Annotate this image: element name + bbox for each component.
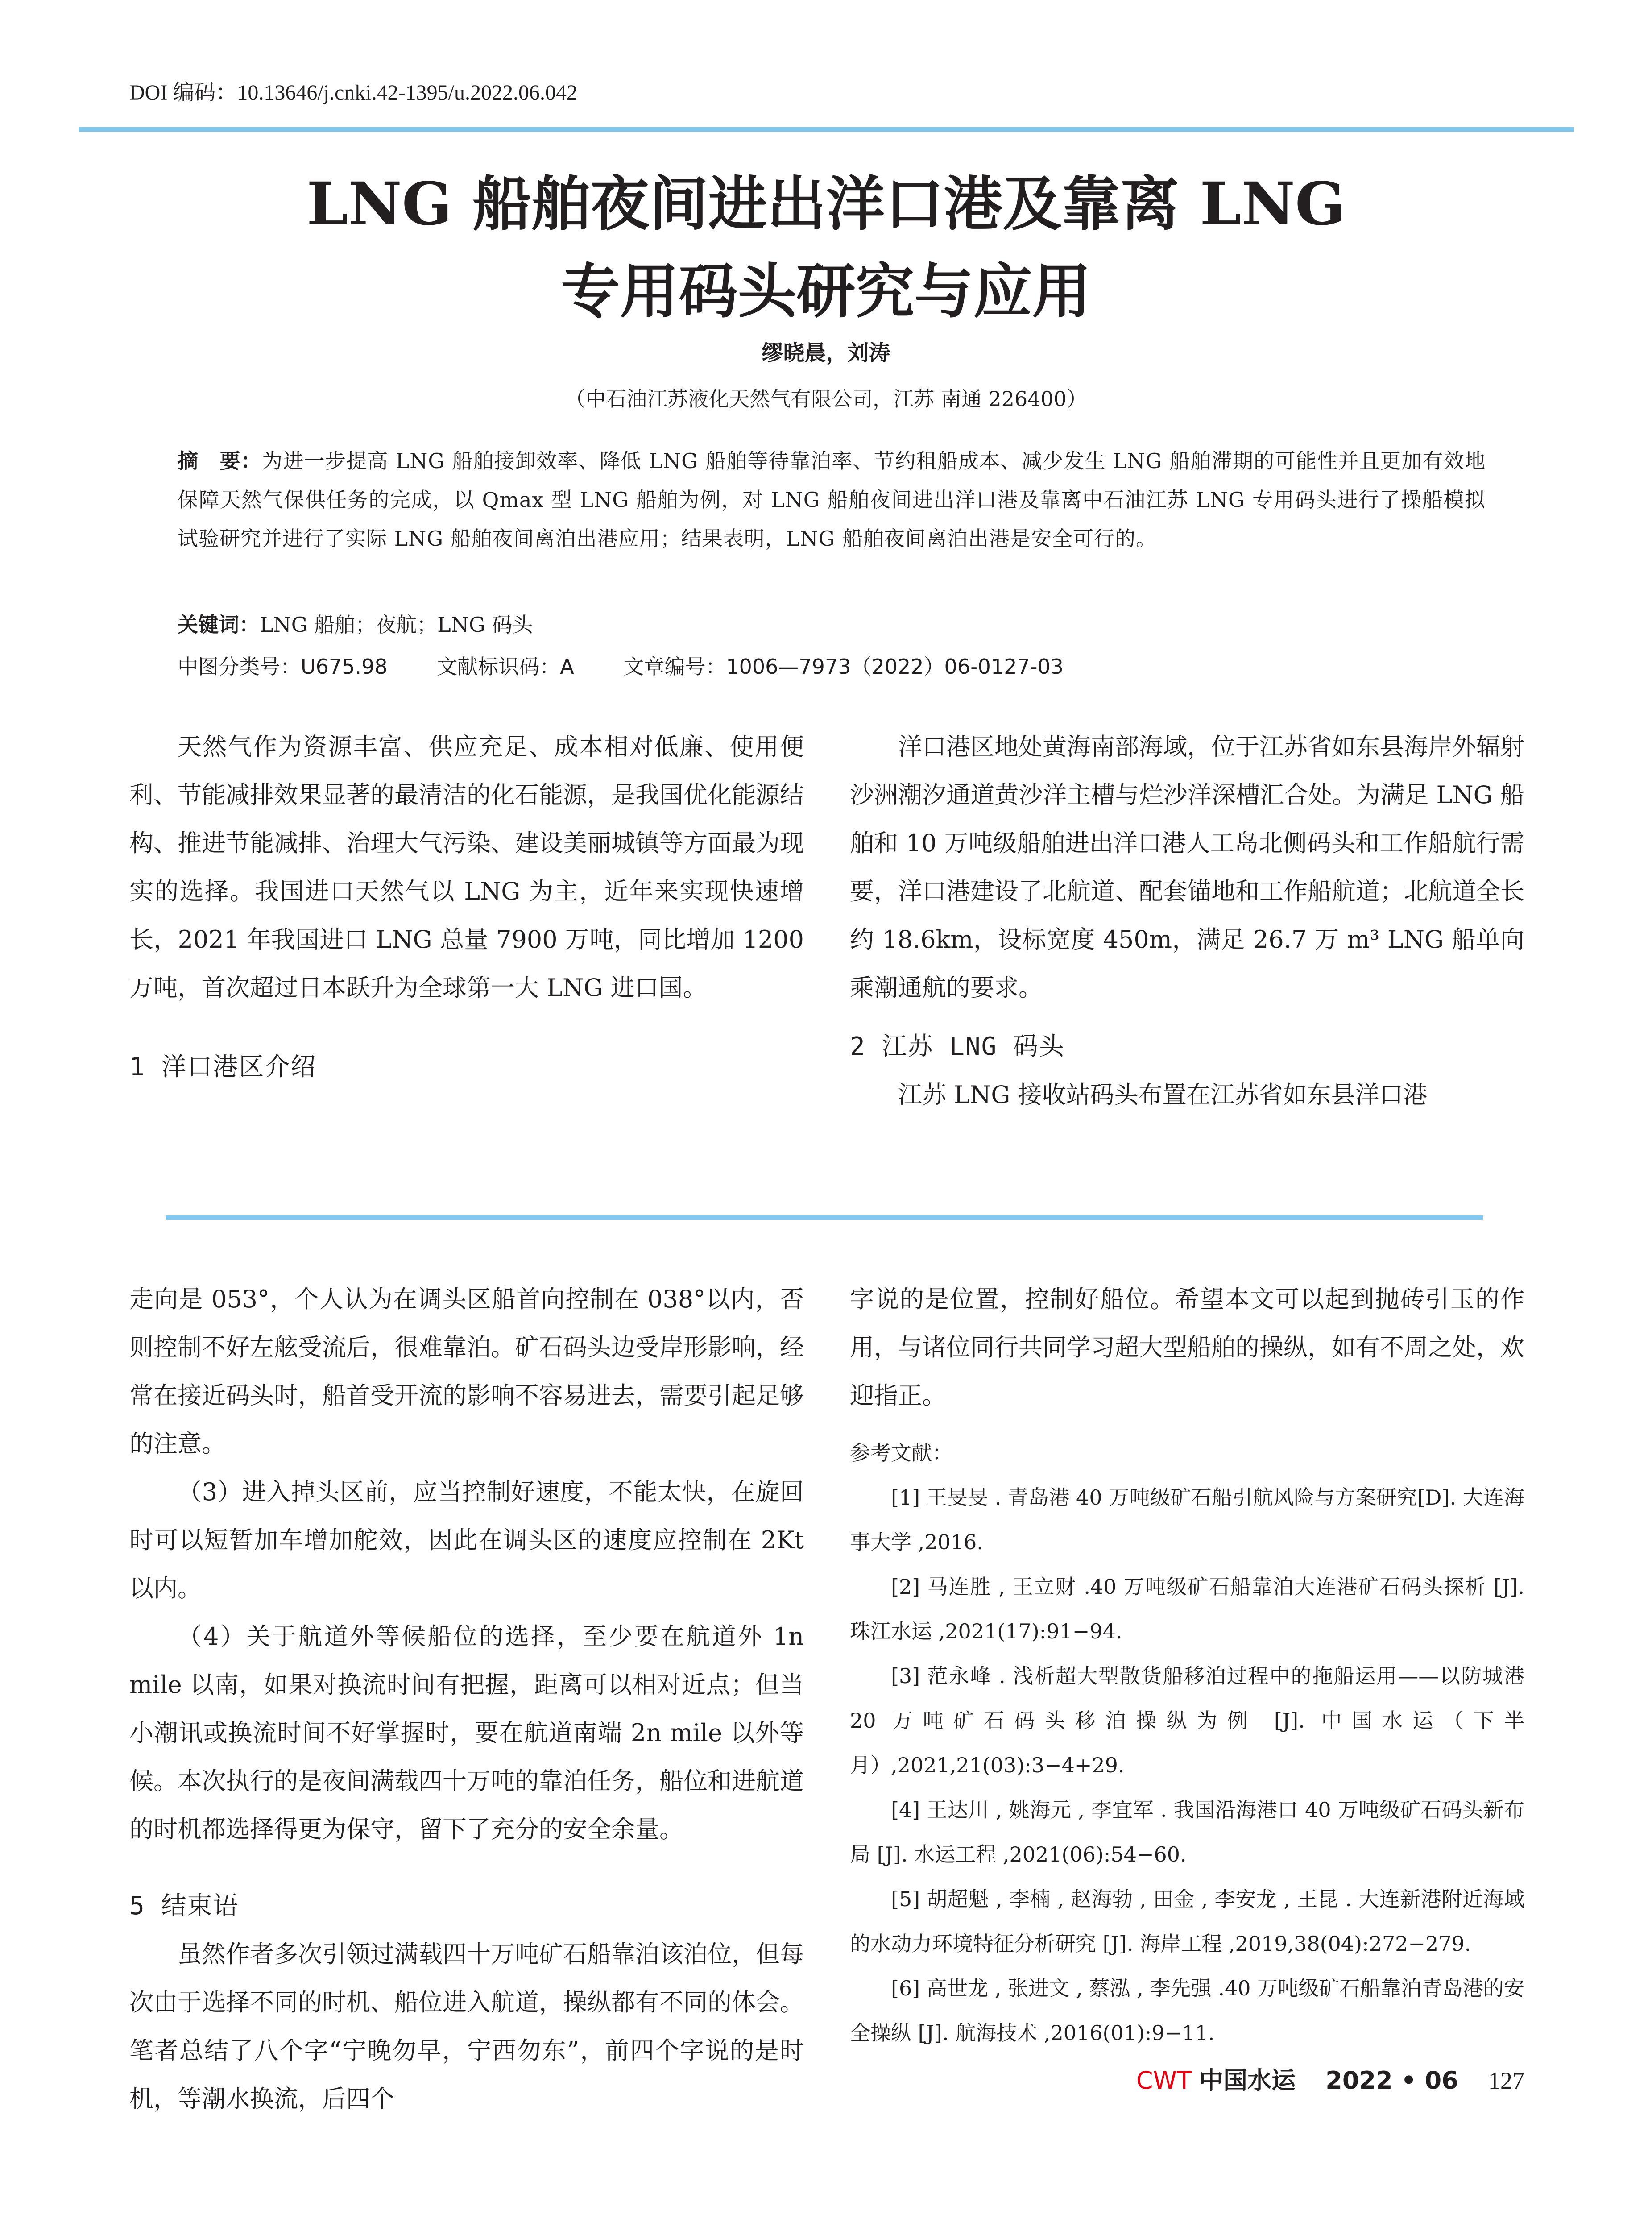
abstract-label: 摘 要：: [178, 449, 262, 473]
keywords: [178, 609, 533, 638]
reference-item: [1] 王旻旻 . 青岛港 40 万吨级矿石船引航风险与方案研究[D]. 大连海事大学 ,2016.: [850, 1485, 1524, 1554]
doi-code: DOI 编码：10.13646/j.cnki.42-1395/u.2022.06.042: [129, 81, 577, 104]
paragraph: 走向是 053°，个人认为在调头区船首向控制在 038°以内，否则控制不好左舷受流后，很难靠泊。矿石码头边受岸形影响，经常在接近码头时，船首受开流的影响不容易进去，需要引起足够的注意。: [129, 1285, 804, 1458]
reference-item: [3] 范永峰 . 浅析超大型散货船移泊过程中的拖船运用——以防城港 20 万吨矿石码头移泊操纵为例 [J]. 中国水运（下半月）,2021,21(03):3−4+29.: [850, 1664, 1524, 1777]
section-divider: [166, 1215, 1483, 1220]
paragraph: 字说的是位置，控制好船位。希望本文可以起到抛砖引玉的作用，与诸位同行共同学习超大型船舶的操纵，如有不周之处，欢迎指正。: [850, 1285, 1524, 1410]
keywords-text: LNG 船舶；夜航；LNG 码头: [260, 613, 533, 637]
body-column-top-right: [850, 723, 1524, 1119]
abstract: [178, 442, 1486, 558]
title-line-2: 专用码头研究与应用: [561, 257, 1091, 326]
body-column-top-left: [129, 723, 804, 1091]
paragraph: （4）关于航道外等候船位的选择，至少要在航道外 1n mile 以南，如果对换流时间有把握，距离可以相对近点；但当小潮讯或换流时间不好掌握时，要在航道南端 2n mile 以外等候。本次执行的是夜间满载四十万吨的靠泊任务，船位和进航道的时机都选择得更为保守，留下了充分的安全余量。: [129, 1622, 804, 1843]
article-number: 文章编号：1006—7973（2022）06-0127-03: [623, 655, 1064, 679]
section-heading-2: 2 江苏 LNG 码头: [850, 1032, 1065, 1061]
intro-paragraph: 天然气作为资源丰富、供应充足、成本相对低廉、使用便利、节能减排效果显著的最清洁的化石能源，是我国优化能源结构、推进节能减排、治理大气污染、建设美丽城镇等方面最为现实的选择。我国进口天然气以 LNG 为主，近年来实现快速增长，2021 年我国进口 LNG 总量 7900 万吨，同比增加 1200 万吨，首次超过日本跃升为全球第一大 LNG 进口国。: [129, 733, 804, 1002]
article-meta: [178, 651, 1106, 680]
article-title: [129, 161, 1523, 336]
magazine-name: 中国水运: [1199, 2066, 1296, 2094]
document-code: 文献标识码：A: [437, 655, 574, 679]
authors: 缪晓晨，刘涛: [762, 340, 890, 365]
issue-number: 2022 • 06: [1325, 2066, 1458, 2094]
clc-number: 中图分类号：U675.98: [178, 655, 388, 679]
reference-item: [2] 马连胜 , 王立财 .40 万吨级矿石船靠泊大连港矿石码头探析 [J]. 珠江水运 ,2021(17):91−94.: [850, 1575, 1524, 1643]
reference-item: [4] 王达川 , 姚海元 , 李宜军 . 我国沿海港口 40 万吨级矿石码头新布局 [J]. 水运工程 ,2021(06):54−60.: [850, 1798, 1524, 1866]
page-number: 127: [1488, 2067, 1524, 2094]
references-title: 参考文献：: [850, 1441, 952, 1465]
abstract-text: 为进一步提高 LNG 船舶接卸效率、降低 LNG 船舶等待靠泊率、节约租船成本、减少发生 LNG 船舶滞期的可能性并且更加有效地保障天然气保供任务的完成，以 Qmax 型 LNG 船舶为例，对 LNG 船舶夜间进出洋口港及靠离中石油江苏 LNG 专用码头进行了操船模拟试验研究并进行了实际 LNG 船舶夜间离泊出港应用；结果表明，LNG 船舶夜间离泊出港是安全可行的。: [178, 449, 1486, 551]
keywords-label: 关键词：: [178, 613, 260, 637]
paragraph: 虽然作者多次引领过满载四十万吨矿石船靠泊该泊位，但每次由于选择不同的时机、船位进入航道，操纵都有不同的体会。笔者总结了八个字“宁晚勿早，宁西勿东”，前四个字说的是时机，等潮水换流，后四个: [129, 1940, 804, 2113]
body-column-bottom-left: [129, 1275, 804, 2123]
paragraph: 江苏 LNG 接收站码头布置在江苏省如东县洋口港: [898, 1081, 1428, 1109]
body-column-bottom-right: [850, 1275, 1524, 2055]
section-heading-1: 1 洋口港区介绍: [129, 1053, 317, 1082]
reference-item: [6] 高世龙 , 张进文 , 蔡泓 , 李先强 .40 万吨级矿石船靠泊青岛港的安全操纵 [J]. 航海技术 ,2016(01):9−11.: [850, 1976, 1524, 2045]
page-footer: [1136, 2061, 1524, 2096]
reference-item: [5] 胡超魁 , 李楠 , 赵海勃 , 田金 , 李安龙 , 王昆 . 大连新港附近海域的水动力环境特征分析研究 [J]. 海岸工程 ,2019,38(04):272−279.: [850, 1887, 1524, 1956]
affiliation: （中石油江苏液化天然气有限公司，江苏 南通 226400）: [565, 387, 1087, 411]
paragraph: 洋口港区地处黄海南部海域，位于江苏省如东县海岸外辐射沙洲潮汐通道黄沙洋主槽与烂沙洋深槽汇合处。为满足 LNG 船舶和 10 万吨级船舶进出洋口港人工岛北侧码头和工作船航行需要，洋口港建设了北航道、配套锚地和工作船航道；北航道全长约 18.6km，设标宽度 450m，满足 26.7 万 m³ LNG 船单向乘潮通航的要求。: [850, 733, 1524, 1002]
header-rule: [79, 127, 1574, 132]
paragraph: （3）进入掉头区前，应当控制好速度，不能太快，在旋回时可以短暂加车增加舵效，因此在调头区的速度应控制在 2Kt 以内。: [129, 1478, 804, 1602]
cwt-logo: CWT: [1136, 2066, 1192, 2094]
title-line-1: LNG 船舶夜间进出洋口港及靠离 LNG: [306, 170, 1346, 239]
section-heading-5: 5 结束语: [129, 1891, 239, 1920]
